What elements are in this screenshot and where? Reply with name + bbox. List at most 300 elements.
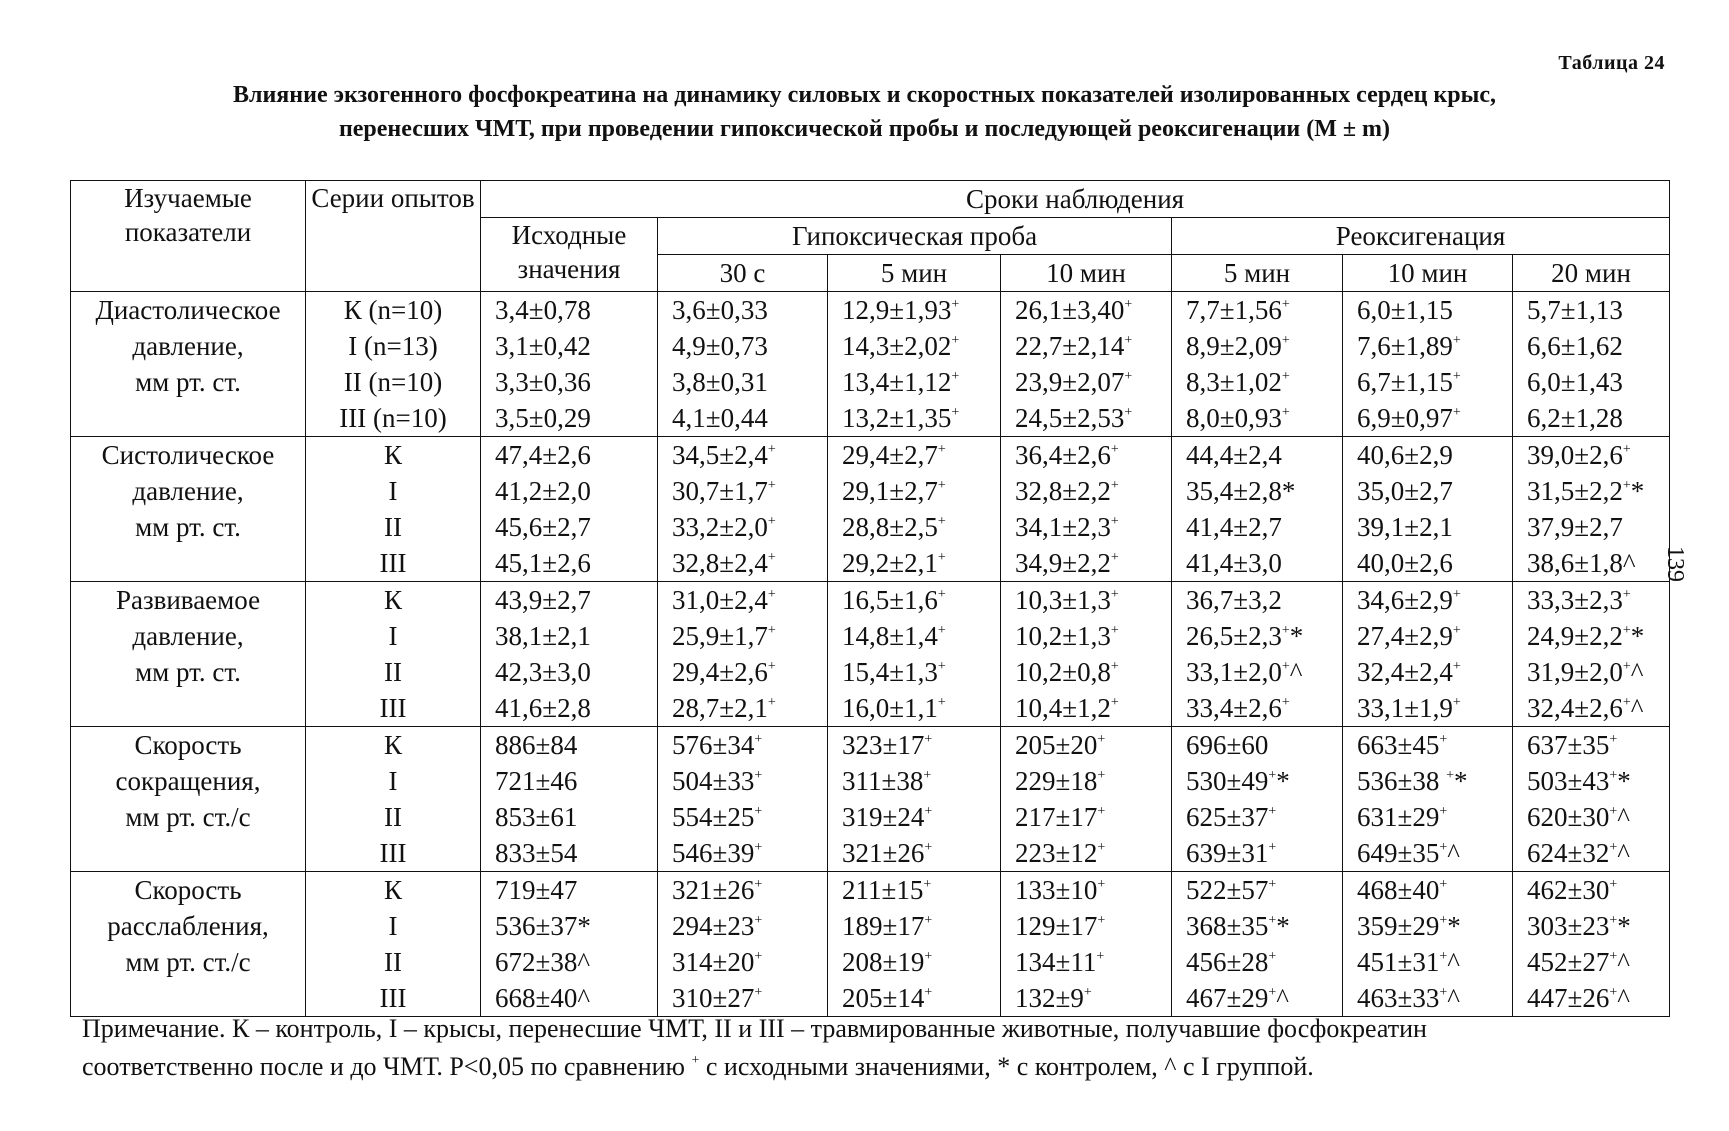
value-text: 12,9±1,93 [842, 295, 952, 325]
significance-mark: + [1439, 804, 1448, 819]
value [828, 654, 1000, 690]
value-text: 47,4±2,6 [495, 440, 591, 470]
value-text: 504±33 [672, 766, 755, 796]
value-cell [1513, 292, 1670, 437]
value-cell [1513, 727, 1670, 872]
value [481, 872, 657, 908]
significance-mark: + [1281, 333, 1290, 348]
value [1001, 763, 1171, 799]
value [658, 545, 827, 581]
value-cell [1343, 582, 1513, 727]
value [1513, 908, 1669, 944]
value-text: 31,0±2,4 [672, 585, 768, 615]
significance-mark: + [767, 442, 776, 457]
value-text: 41,6±2,8 [495, 693, 591, 723]
value [1172, 690, 1342, 726]
significance-mark: + [937, 442, 946, 457]
significance-mark: + [1281, 297, 1290, 312]
value-text: 16,0±1,1 [842, 693, 938, 723]
value-text: 32,4±2,4 [1357, 657, 1453, 687]
value-text: 546±39 [672, 838, 755, 868]
significance-mark: + [1097, 840, 1106, 855]
value [1343, 545, 1512, 581]
group-row [71, 872, 1670, 1017]
value-text: 886±84 [495, 730, 578, 760]
value-text: 205±20 [1015, 730, 1098, 760]
indicator-name [71, 727, 306, 872]
value [1001, 509, 1171, 545]
value-text: 522±57 [1186, 875, 1269, 905]
value-text: 29,4±2,6 [672, 657, 768, 687]
indicator-name-line: давление, [132, 331, 244, 361]
significance-mark: + [1439, 840, 1448, 855]
significance-mark: + [1268, 840, 1277, 855]
value-text: 217±17 [1015, 802, 1098, 832]
significance-mark: + [1622, 442, 1631, 457]
value-text: 43,9±2,7 [495, 585, 591, 615]
value [1343, 292, 1512, 328]
value-text: 32,8±2,2 [1015, 476, 1111, 506]
note-line-2: соответственно после и до ЧМТ. P<0,05 по сравнению + с исходными значениями, * с контролем, ^ с I группой. [82, 1052, 1314, 1081]
significance-mark: + [937, 659, 946, 674]
significance-mark: + [1609, 913, 1618, 928]
significance-mark: + [1097, 768, 1106, 783]
significance-mark: + [1124, 369, 1133, 384]
value-text: 27,4±2,9 [1357, 621, 1453, 651]
value [1513, 437, 1669, 473]
series-label: I [388, 621, 398, 651]
value-text: 10,2±1,3 [1015, 621, 1111, 651]
indicator-name [71, 292, 306, 437]
significance-mark: + [1110, 514, 1119, 529]
value-text: 42,3±3,0 [495, 657, 591, 687]
significance-mark: + [937, 550, 946, 565]
value-cell [1513, 872, 1670, 1017]
value-text: 13,2±1,35 [842, 403, 952, 433]
value-text: 668±40^ [495, 983, 590, 1013]
value [1513, 799, 1669, 835]
series-label: III [379, 983, 407, 1013]
significance-mark: + [1268, 985, 1277, 1000]
value-cell [481, 292, 658, 437]
value [828, 872, 1000, 908]
value-cell [1343, 437, 1513, 582]
value [658, 944, 827, 980]
significance-mark: + [1622, 659, 1631, 674]
significance-mark: + [1110, 442, 1119, 457]
value-suffix: ^ [1447, 838, 1460, 868]
value [828, 763, 1000, 799]
significance-mark: + [754, 985, 763, 1000]
value-text: 833±54 [495, 838, 578, 868]
value [481, 690, 657, 726]
value-text: 223±12 [1015, 838, 1098, 868]
significance-mark: + [924, 804, 933, 819]
value [1343, 690, 1512, 726]
significance-mark: + [1622, 623, 1631, 638]
value [1343, 473, 1512, 509]
significance-mark: + [767, 550, 776, 565]
value [1172, 618, 1342, 654]
value [1343, 872, 1512, 908]
value-suffix: * [1617, 766, 1631, 796]
significance-mark: + [1452, 623, 1461, 638]
value-text: 29,1±2,7 [842, 476, 938, 506]
value [481, 944, 657, 980]
value [658, 400, 827, 436]
value-text: 576±34 [672, 730, 755, 760]
value [1513, 582, 1669, 618]
value [828, 944, 1000, 980]
indicator-name-line: сокращения, [115, 766, 261, 796]
significance-mark: + [1110, 623, 1119, 638]
significance-mark: + [1452, 695, 1461, 710]
value-text: 45,6±2,7 [495, 512, 591, 542]
data-table [70, 180, 1670, 1017]
value-text: 294±23 [672, 911, 755, 941]
indicator-name-line: мм рт. ст./с [125, 947, 251, 977]
value-text: 6,9±0,97 [1357, 403, 1453, 433]
significance-mark: + [754, 804, 763, 819]
value-text: 6,6±1,62 [1527, 331, 1623, 361]
value [828, 690, 1000, 726]
value-text: 40,6±2,9 [1357, 440, 1453, 470]
value [1001, 582, 1171, 618]
value-text: 7,6±1,89 [1357, 331, 1453, 361]
value-text: 33,4±2,6 [1186, 693, 1282, 723]
value [1513, 328, 1669, 364]
value-cell [481, 727, 658, 872]
value-text: 34,5±2,4 [672, 440, 768, 470]
value-suffix: ^ [1617, 983, 1630, 1013]
value [1172, 872, 1342, 908]
value [658, 763, 827, 799]
value [658, 582, 827, 618]
significance-mark: + [1097, 804, 1106, 819]
value [1172, 364, 1342, 400]
significance-mark: + [951, 333, 960, 348]
value-text: 189±17 [842, 911, 925, 941]
value-cell [1001, 437, 1172, 582]
significance-mark: + [1439, 949, 1448, 964]
significance-mark: + [924, 985, 933, 1000]
value [1001, 328, 1171, 364]
value-text: 33,3±2,3 [1527, 585, 1623, 615]
indicator-name-line: Систолическое [101, 440, 275, 470]
value-text: 134±11 [1015, 947, 1097, 977]
group-row [71, 727, 1670, 872]
value [481, 473, 657, 509]
value-text: 3,1±0,42 [495, 331, 591, 361]
value [1172, 835, 1342, 871]
value [1172, 509, 1342, 545]
value-text: 36,4±2,6 [1015, 440, 1111, 470]
series-label: III [379, 838, 407, 868]
value-text: 6,7±1,15 [1357, 367, 1453, 397]
significance-mark: + [1097, 877, 1106, 892]
value [1172, 763, 1342, 799]
indicator-name-line: мм рт. ст./с [125, 802, 251, 832]
significance-mark: + [951, 297, 960, 312]
indicator-name-line: Скорость [134, 730, 242, 760]
value [1343, 944, 1512, 980]
significance-mark: + [754, 840, 763, 855]
value-cell [828, 872, 1001, 1017]
value [1513, 618, 1669, 654]
value-text: 536±38 [1357, 766, 1447, 796]
significance-mark: + [1096, 949, 1105, 964]
value [658, 618, 827, 654]
header-time-hyp-10min: 10 мин [1001, 255, 1172, 292]
value-text: 319±24 [842, 802, 925, 832]
value-text: 24,9±2,2 [1527, 621, 1623, 651]
value [658, 799, 827, 835]
value-suffix: ^ [1617, 838, 1630, 868]
value [1001, 545, 1171, 581]
value [1172, 292, 1342, 328]
indicator-name-line: Развиваемое [115, 585, 261, 615]
value-text: 321±26 [672, 875, 755, 905]
value [1001, 908, 1171, 944]
value [1172, 944, 1342, 980]
value-suffix: * [1289, 621, 1304, 651]
value [481, 835, 657, 871]
value-cell [658, 727, 828, 872]
value-suffix: ^ [1447, 983, 1460, 1013]
value [658, 364, 827, 400]
value-text: 10,4±1,2 [1015, 693, 1111, 723]
series-label: III (n=10) [339, 403, 447, 433]
value-text: 663±45 [1357, 730, 1440, 760]
value-text: 44,4±2,4 [1186, 440, 1282, 470]
value-suffix: ^ [1630, 693, 1644, 723]
value-text: 639±31 [1186, 838, 1269, 868]
significance-mark: + [1110, 659, 1119, 674]
value-text: 447±26 [1527, 983, 1610, 1013]
significance-mark: + [937, 623, 946, 638]
value-text: 34,1±2,3 [1015, 512, 1111, 542]
table-note [82, 1010, 1682, 1086]
value [828, 545, 1000, 581]
value-cell [658, 582, 828, 727]
significance-mark: + [754, 768, 763, 783]
value-cell [1343, 727, 1513, 872]
value [481, 364, 657, 400]
value-text: 35,0±2,7 [1357, 476, 1453, 506]
value [828, 292, 1000, 328]
value-text: 33,1±1,9 [1357, 693, 1453, 723]
value-text: 36,7±3,2 [1186, 585, 1282, 615]
value [1001, 835, 1171, 871]
value-text: 462±30 [1527, 875, 1610, 905]
series-label: I (n=13) [348, 331, 438, 361]
significance-mark: + [1609, 768, 1618, 783]
group-row [71, 292, 1670, 437]
header-hypoxia: Гипоксическая проба [658, 218, 1172, 255]
significance-mark: + [1281, 369, 1290, 384]
header-indicators: Изучаемые показатели [71, 181, 306, 292]
significance-mark: + [1446, 768, 1454, 783]
significance-mark: + [1268, 913, 1277, 928]
value [481, 328, 657, 364]
caption-line-1: Влияние экзогенного фосфокреатина на динамику силовых и скоростных показателей изолированных сердец крыс, [233, 82, 1496, 108]
value-suffix: * [1276, 911, 1290, 941]
value [1343, 437, 1512, 473]
value [1001, 799, 1171, 835]
indicator-name-line: расслабления, [107, 911, 269, 941]
series-label: I [388, 766, 398, 796]
value-text: 25,9±1,7 [672, 621, 768, 651]
significance-mark: + [767, 478, 776, 493]
value-text: 14,8±1,4 [842, 621, 938, 651]
value-text: 467±29 [1186, 983, 1269, 1013]
value-text: 3,6±0,33 [672, 295, 768, 325]
series-label: К (n=10) [343, 295, 443, 325]
group-row [71, 437, 1670, 582]
value-text: 10,3±1,3 [1015, 585, 1111, 615]
value [1172, 328, 1342, 364]
header-time-reox-20min: 20 мин [1513, 255, 1670, 292]
value-text: 323±17 [842, 730, 925, 760]
value [658, 908, 827, 944]
value-text: 34,6±2,9 [1357, 585, 1453, 615]
series-label: II (n=10) [343, 367, 443, 397]
significance-mark: + [924, 949, 933, 964]
value [828, 835, 1000, 871]
value [658, 437, 827, 473]
value-cell [1172, 437, 1343, 582]
value [658, 328, 827, 364]
value-text: 23,9±2,07 [1015, 367, 1125, 397]
value-text: 41,4±2,7 [1186, 512, 1282, 542]
value-cell [481, 437, 658, 582]
significance-mark: + [1110, 587, 1119, 602]
significance-mark: + [937, 514, 946, 529]
value-text: 359±29 [1357, 911, 1440, 941]
table-number: Таблица 24 [1558, 52, 1665, 74]
value [1001, 618, 1171, 654]
significance-mark: + [1609, 949, 1618, 964]
header-time-hyp-5min: 5 мин [828, 255, 1001, 292]
value-text: 463±33 [1357, 983, 1440, 1013]
significance-mark: + [924, 840, 933, 855]
significance-mark: + [1452, 333, 1461, 348]
significance-mark: + [923, 768, 932, 783]
value-text: 503±43 [1527, 766, 1610, 796]
value [1172, 400, 1342, 436]
value [1343, 908, 1512, 944]
value-cell [658, 872, 828, 1017]
value-text: 13,4±1,12 [842, 367, 952, 397]
value-text: 41,4±3,0 [1186, 548, 1282, 578]
value [1343, 835, 1512, 871]
significance-mark: + [1622, 695, 1631, 710]
value-text: 3,3±0,36 [495, 367, 591, 397]
value-cell [1343, 872, 1513, 1017]
value-suffix: * [1630, 476, 1645, 506]
significance-mark: + [1439, 985, 1448, 1000]
header-time-hyp-30s: 30 с [658, 255, 828, 292]
value [1513, 944, 1669, 980]
series-label: II [384, 657, 402, 687]
value-text: 22,7±2,14 [1015, 331, 1125, 361]
value [481, 763, 657, 799]
value-text: 625±37 [1186, 802, 1269, 832]
value [1172, 582, 1342, 618]
value-cell [828, 292, 1001, 437]
series-label: К [383, 440, 402, 470]
header-reoxygenation: Реоксигенация [1172, 218, 1670, 255]
significance-mark: + [923, 877, 932, 892]
indicator-name-line: давление, [132, 621, 244, 651]
significance-mark: + [754, 732, 763, 747]
value-cell [1513, 437, 1670, 582]
value-text: 530±49 [1186, 766, 1269, 796]
value-text: 16,5±1,6 [842, 585, 938, 615]
value-text: 34,9±2,2 [1015, 548, 1111, 578]
value [1001, 364, 1171, 400]
value-suffix: ^ [1630, 657, 1644, 687]
value-text: 620±30 [1527, 802, 1610, 832]
value [481, 799, 657, 835]
value-text: 624±32 [1527, 838, 1610, 868]
value-cell [1001, 582, 1172, 727]
value [1513, 654, 1669, 690]
value [1343, 654, 1512, 690]
value-text: 3,8±0,31 [672, 367, 768, 397]
value [658, 509, 827, 545]
value-cell [658, 292, 828, 437]
value [1001, 727, 1171, 763]
value-cell [1001, 727, 1172, 872]
significance-mark: + [1083, 985, 1092, 1000]
value [828, 727, 1000, 763]
value-text: 10,2±0,8 [1015, 657, 1111, 687]
significance-mark: + [1124, 333, 1133, 348]
value-text: 39,1±2,1 [1357, 512, 1453, 542]
significance-mark: + [937, 587, 946, 602]
value-text: 672±38^ [495, 947, 590, 977]
value-text: 132±9 [1015, 983, 1084, 1013]
significance-mark: + [1452, 405, 1461, 420]
value-suffix: ^ [1447, 947, 1460, 977]
series-cell [306, 727, 481, 872]
value [1513, 473, 1669, 509]
value-text: 35,4±2,8* [1186, 476, 1296, 506]
significance-mark: + [1622, 478, 1631, 493]
value [1343, 400, 1512, 436]
value [1172, 908, 1342, 944]
value-text: 452±27 [1527, 947, 1610, 977]
significance-mark: + [1452, 659, 1461, 674]
value [1513, 364, 1669, 400]
value [658, 473, 827, 509]
value-text: 368±35 [1186, 911, 1269, 941]
value [1001, 944, 1171, 980]
value-text: 26,5±2,3 [1186, 621, 1282, 651]
value-text: 451±31 [1357, 947, 1440, 977]
value [658, 690, 827, 726]
significance-mark: + [767, 623, 776, 638]
value-text: 30,7±1,7 [672, 476, 768, 506]
series-cell [306, 582, 481, 727]
indicator-name-line: мм рт. ст. [135, 512, 241, 542]
indicator-name [71, 872, 306, 1017]
significance-mark: + [767, 659, 776, 674]
header-time-reox-5min: 5 мин [1172, 255, 1343, 292]
value [1343, 727, 1512, 763]
value [658, 872, 827, 908]
